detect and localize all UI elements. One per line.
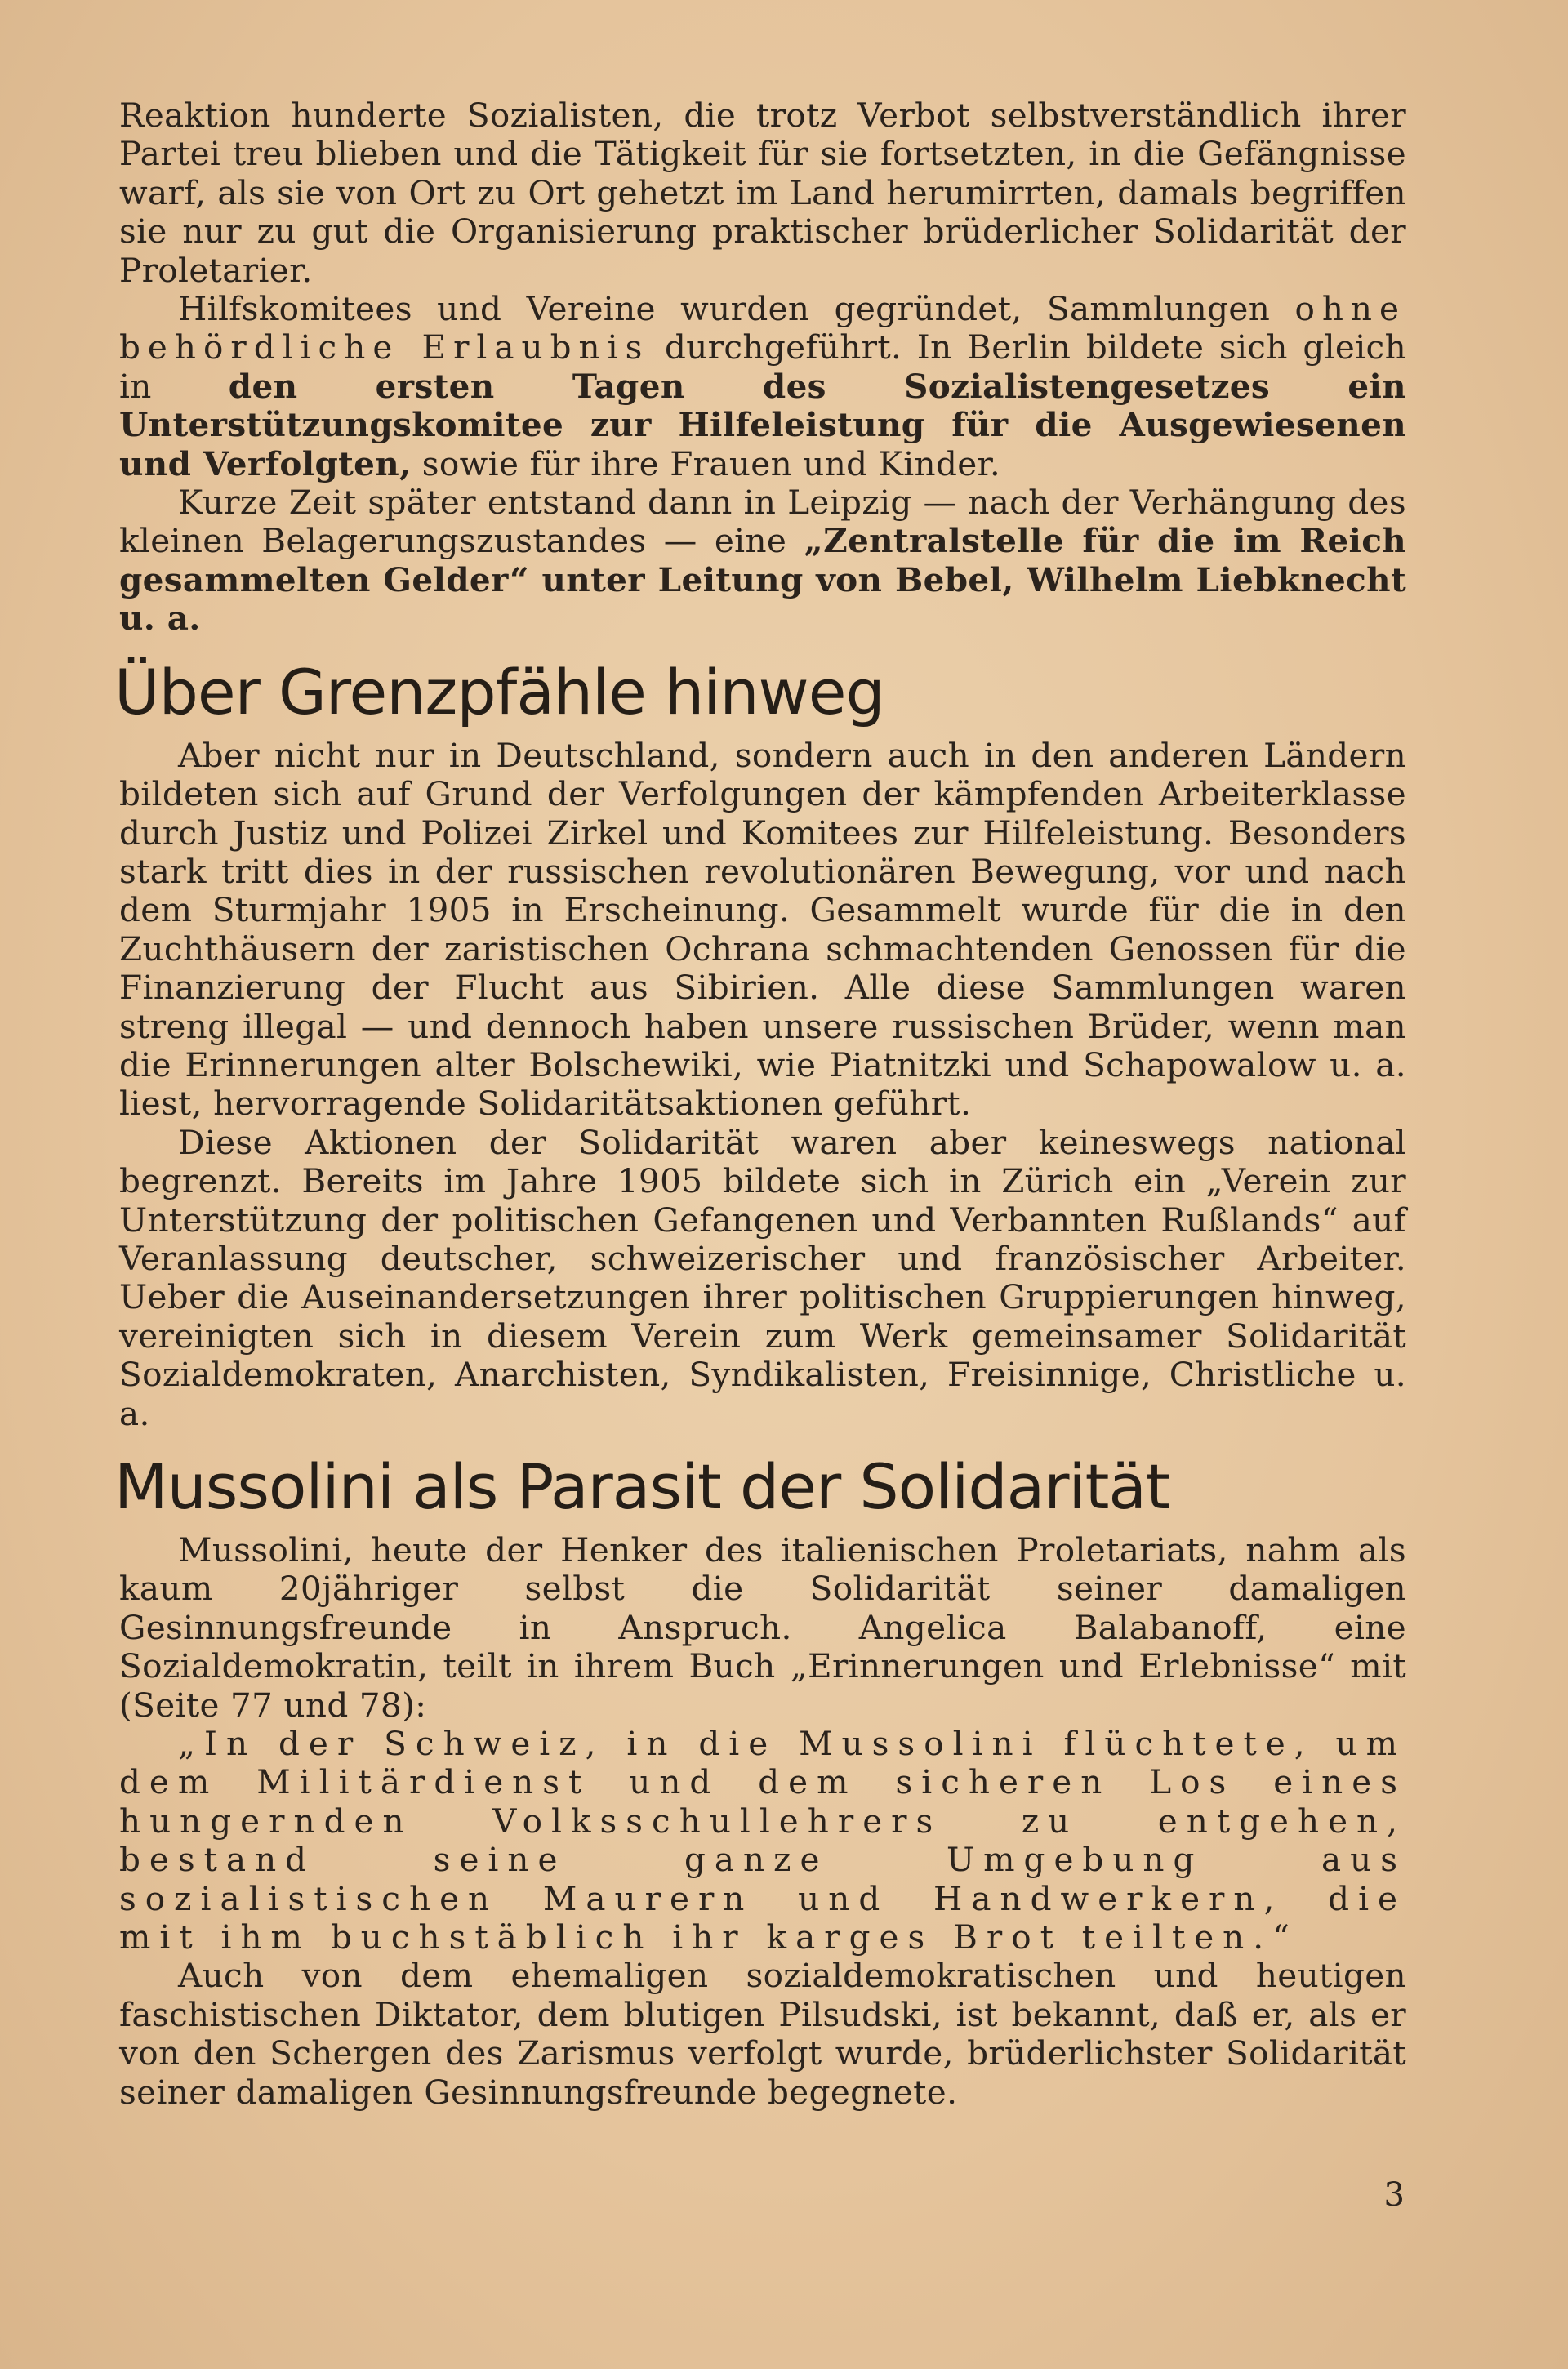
leipzig-text: Kurze Zeit später entstand dann in Leipzig — nach der Verhängung des kleinen Belagerungszustandes — eine <box>119 483 1406 561</box>
page-number: 3 <box>1383 2176 1405 2214</box>
paragraph-aktionen: Diese Aktionen der Solidarität waren aber keineswegs national begrenzt. Bereits im Jahre 1905 bildete sich in Zürich ein „Verein zur Unterstützung der politischen Gefangenen und Verbannten Rußlands“ auf Veranlassung deutscher, schweizerischer und französischer Arbeiter. Ueber die Auseinandersetzungen ihrer politischen Gruppierungen hinweg, vereinigten sich in diesem Verein zum Werk gemeinsamer Solidarität Sozialdemokraten, Anarchisten, Syndikalisten, Freisinnige, Christliche u. a. <box>119 1122 1406 1433</box>
emphasis-ohne-erlaubnis: ohne behördliche Erlaubnis <box>119 289 1406 367</box>
emphasis-unterstuetzungskomitee: den ersten Tagen des Sozialistengesetzes ein Unterstützungskomitee zur Hilfeleistung für die Ausgewiesenen und Verfolgten, <box>119 366 1406 483</box>
paragraph-andere-laender: Aber nicht nur in Deutschland, sondern auch in den anderen Ländern bildeten sich auf Grund der Verfolgungen der kämpfenden Arbeiterklasse durch Justiz und Polizei Zirkel und Komitees zur Hilfeleistung. Besonders stark tritt dies in der russischen revolutionären Bewegung, vor und nach dem Sturmjahr 1905 in Erscheinung. Gesammelt wurde für die in den Zuchthäusern der zaristischen Ochrana schmachtenden Genossen für die Finanzierung der Flucht aus Sibirien. Alle diese Sammlungen waren streng illegal — und dennoch haben unsere russischen Brüder, wenn man die Erinnerungen alter Bolschewiki, wie Piatnitzki und Schapowalow u. a. liest, hervorragende Solidaritätsaktionen geführt. <box>119 735 1406 1124</box>
emphasis-zentralstelle: „Zentralstelle für die im Reich gesammelten Gelder“ unter Leitung von Bebel, Wilhelm Liebknecht u. a. <box>119 521 1406 639</box>
paragraph-pilsudski: Auch von dem ehemaligen sozialdemokratischen und heutigen faschistischen Diktator, dem blutigen Pilsudski, ist bekannt, daß er, als er von den Schergen des Zarismus verfolgt wurde, brüderlichster Solidarität seiner damaligen Gesinnungsfreunde begegnete. <box>119 1956 1406 2112</box>
quote-balabanoff: „In der Schweiz, in die Mussolini flüchtete, um dem Militärdienst und dem sicheren Los eines hungernden Volksschullehrers zu entgehen, bestand seine ganze Umgebung aus sozialistischen Maurern und Handwerkern, die mit ihm buchstäblich ihr karges Brot teilten.“ <box>119 1724 1406 1957</box>
paragraph-leipzig <box>119 483 1406 639</box>
paragraph-mussolini: Mussolini, heute der Henker des italienischen Proletariats, nahm als kaum 20jähriger selbst die Solidarität seiner damaligen Gesinnungsfreunde in Anspruch. Angelica Balabanoff, eine Sozialdemokratin, teilt in ihrem Buch „Erinnerungen und Erlebnisse“ mit (Seite 77 und 78): <box>119 1530 1406 1725</box>
paragraph-reaktion: Reaktion hunderte Sozialisten, die trotz Verbot selbstverständlich ihrer Partei treu blieben und die Tätigkeit für sie fortsetzten, in die Gefängnisse warf, als sie von Ort zu Ort gehetzt im Land herumirrten, damals begriffen sie nur zu gut die Organisierung praktischer brüderlicher Solidarität der Proletarier. <box>119 96 1406 290</box>
heading-mussolini: Mussolini als Parasit der Solidarität <box>114 1450 1169 1523</box>
hilfskomitees-text-start: Hilfskomitees und Vereine wurden gegründet, Sammlungen <box>178 289 1271 329</box>
hilfskomitees-text-end: sowie für ihre Frauen und Kinder. <box>421 443 1001 483</box>
heading-grenzpfaehle: Über Grenzpfähle hinweg <box>114 655 884 728</box>
hilfskomitees-text-mid: durchgeführt. In Berlin bildete sich gleich in <box>119 327 1407 406</box>
paragraph-hilfskomitees <box>119 290 1406 483</box>
